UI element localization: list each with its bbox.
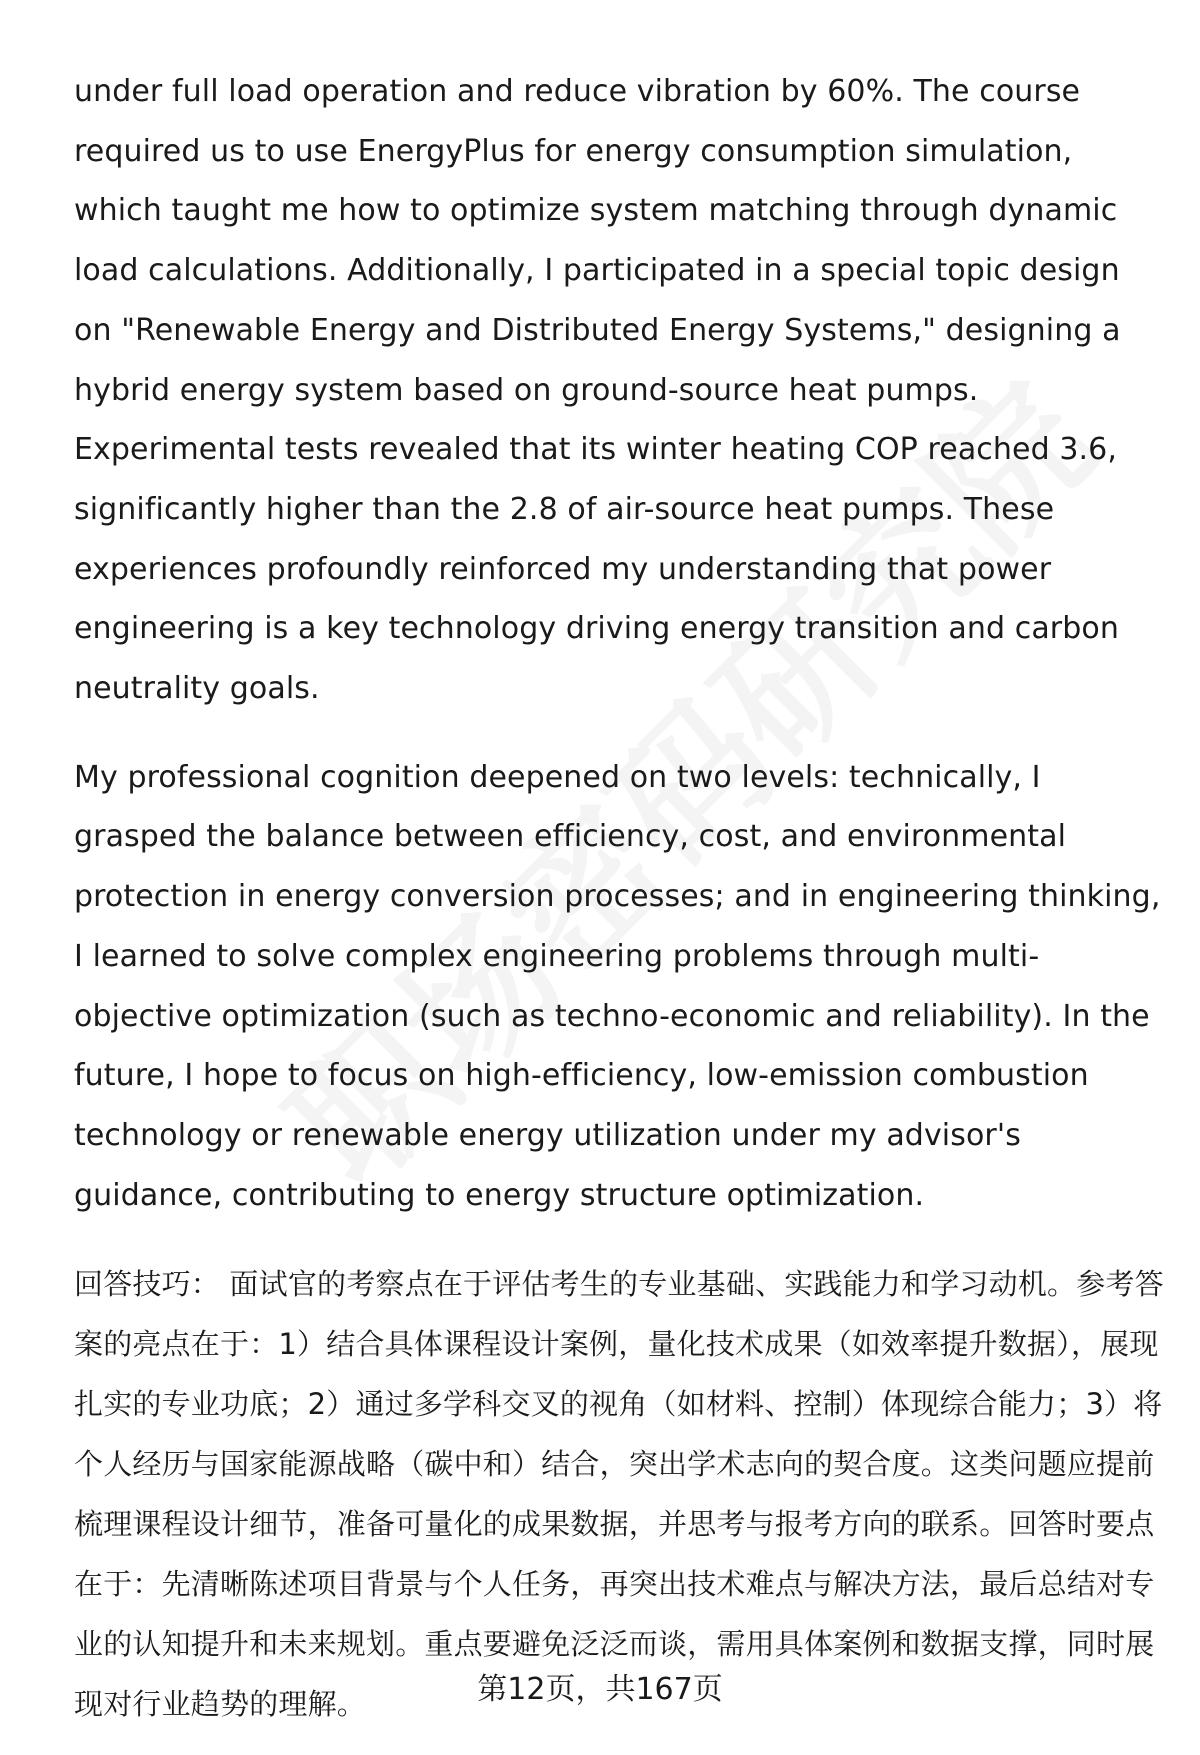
paragraph-2: My professional cognition deepened on two levels: technically, I grasped the balance between efficiency, cost, and environmental protection in energy conversion processes; and in engineering thinking, I learned to solve complex engineering problems through multi-objective optimization (such as techno-economic and reliability). In the future, I hope to focus on high-efficiency, low-emission combustion technology or renewable energy utilization under my advisor's guidance, contributing to energy structure optimization. (74, 759, 1161, 1213)
page-number: 第12页，共167页 (477, 1672, 723, 1707)
answer-tips: 回答技巧： 面试官的考察点在于评估考生的专业基础、实践能力和学习动机。参考答案的亮点在于：1）结合具体课程设计案例，量化技术成果（如效率提升数据），展现扎实的专业功底；2）通过多学科交叉的视角（如材料、控制）体现综合能力；3）将个人经历与国家能源战略（碳中和）结合，突出学术志向的契合度。这类问题应提前梳理课程设计细节，准备可量化的成果数据，并思考与报考方向的联系。回答时要点在于：先清晰陈述项目背景与个人任务，再突出技术难点与解决方法，最后总结对专业的认知提升和未来规划。重点要避免泛泛而谈，需用具体案例和数据支撑，同时展现对行业趋势的理解。 (74, 1267, 1164, 1722)
paragraph-1: under full load operation and reduce vibration by 60%. The course required us to use EnergyPlus for energy consumption simulation, which taught me how to optimize system matching through dynamic load calculations. Additionally, I participated in a special topic design on "Renewable Energy and Distributed Energy Systems," designing a hybrid energy system based on ground-source heat pumps. Experimental tests revealed that its winter heating COP reached 3.6, significantly higher than the 2.8 of air-source heat pumps. These experiences profoundly reinforced my understanding that power engineering is a key technology driving energy transition and carbon neutrality goals. (74, 74, 1121, 707)
page-body (74, 62, 1164, 1734)
